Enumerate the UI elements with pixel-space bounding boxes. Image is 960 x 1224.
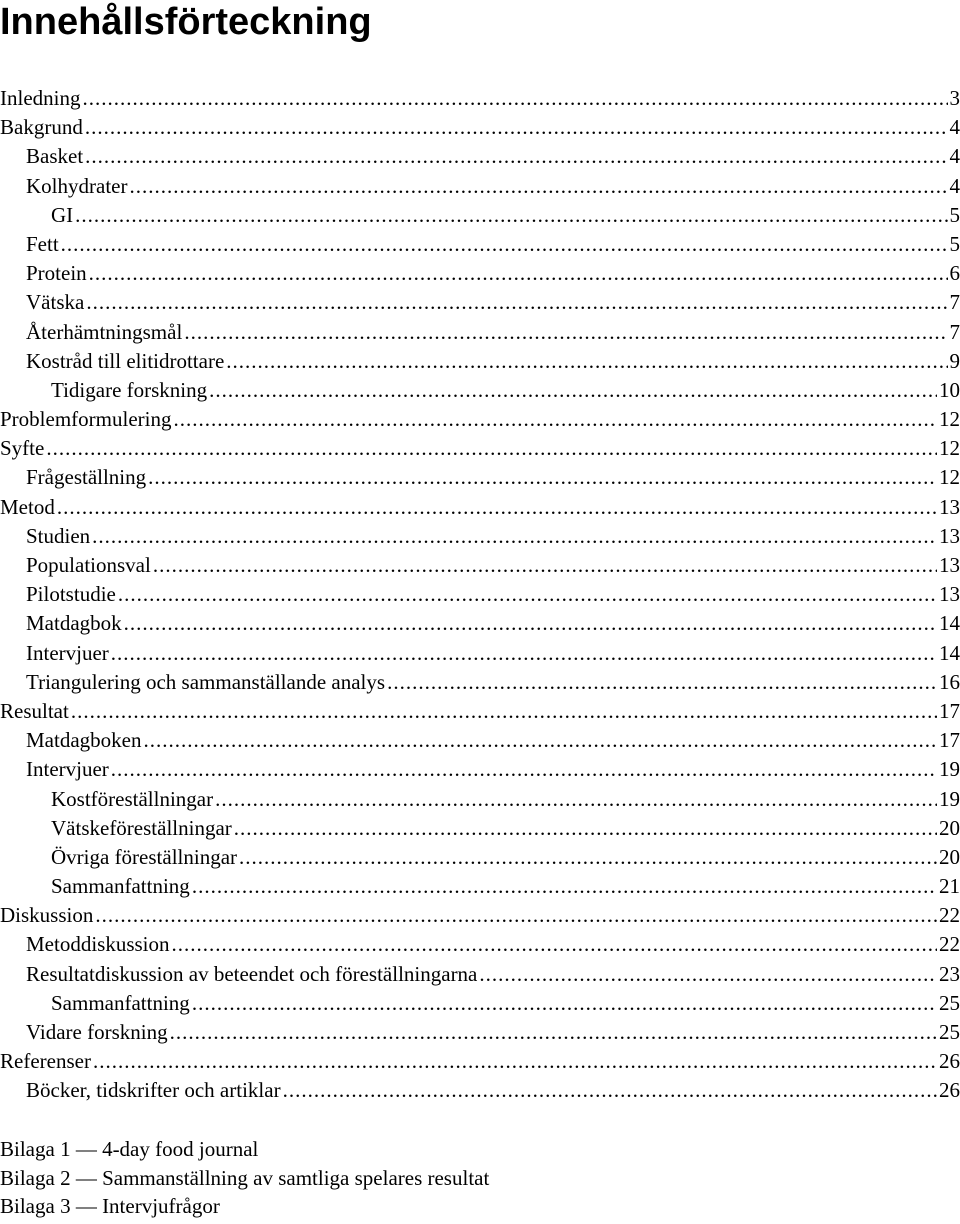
toc-entry-label: Metod (0, 494, 55, 519)
toc-entry-label: Resultat (0, 698, 69, 723)
toc-entry-page-number: 5 (949, 202, 960, 227)
toc-entry-label: Syfte (0, 436, 45, 461)
toc-entry-page-number: 20 (939, 844, 960, 869)
toc-entry-page-number: 7 (949, 319, 960, 344)
toc-entry-label: Frågeställning (26, 465, 147, 490)
toc-dot-leader (184, 318, 947, 347)
toc-dot-leader (153, 551, 937, 580)
toc-entry-page-number: 4 (949, 115, 960, 140)
appendix-item: Bilaga 3 — Intervjufrågor (0, 1194, 220, 1218)
toc-entry[interactable] (0, 1047, 960, 1076)
toc-entry-label: Intervjuer (26, 640, 109, 665)
toc-entry[interactable] (0, 142, 960, 171)
toc-entry-label: Inledning (0, 86, 81, 110)
toc-entry[interactable] (0, 463, 960, 492)
toc-entry-page-number: 17 (939, 698, 960, 723)
toc-entry-page-number: 12 (939, 436, 960, 461)
toc-entry[interactable] (0, 901, 960, 930)
toc-entry-page-number: 17 (939, 728, 960, 753)
toc-dot-leader (129, 172, 947, 201)
toc-dot-leader (173, 405, 937, 434)
toc-entry-label: Matdagboken (26, 728, 142, 753)
toc-entry[interactable] (0, 580, 960, 609)
page-title: Innehållsförteckning (0, 1, 372, 43)
toc-entry-label: Bakgrund (0, 115, 83, 140)
toc-entry-page-number: 22 (939, 903, 960, 928)
toc-entry[interactable] (0, 697, 960, 726)
toc-entry-label: Studien (26, 523, 91, 548)
toc-entry-label: Problemformulering (0, 407, 172, 432)
toc-entry-page-number: 4 (949, 144, 960, 169)
toc-entry-label: Kolhydrater (26, 173, 128, 198)
appendix-item: Bilaga 2 — Sammanställning av samtliga spelares resultat (0, 1165, 490, 1190)
toc-entry[interactable] (0, 755, 960, 784)
toc-entry-label: Sammanfattning (51, 874, 190, 899)
toc-dot-leader (192, 872, 937, 901)
toc-dot-leader (234, 814, 937, 843)
toc-entry[interactable] (0, 113, 960, 142)
toc-dot-leader (61, 230, 948, 259)
toc-entry[interactable] (0, 726, 960, 755)
toc-entry-page-number: 13 (939, 553, 960, 577)
toc-entry-label: Basket (26, 144, 84, 169)
toc-dot-leader (387, 668, 937, 697)
toc-entry-page-number: 5 (949, 231, 960, 256)
toc-entry-label: GI (51, 202, 74, 227)
toc-entry[interactable] (0, 960, 960, 989)
toc-entry[interactable] (0, 639, 960, 668)
toc-entry[interactable] (0, 668, 960, 697)
toc-dot-leader (148, 463, 937, 492)
toc-entry-label: Pilotstudie (26, 582, 116, 607)
toc-entry[interactable] (0, 785, 960, 814)
toc-entry-page-number: 14 (939, 640, 960, 665)
toc-entry[interactable] (0, 172, 960, 201)
toc-entry-page-number: 26 (939, 1049, 960, 1074)
toc-entry-label: Övriga föreställningar (51, 844, 238, 869)
toc-entry-page-number: 6 (949, 261, 960, 286)
toc-entry-label: Populationsval (26, 553, 151, 577)
toc-entry-page-number: 7 (949, 290, 960, 315)
toc-entry-page-number: 4 (949, 173, 960, 198)
toc-entry[interactable] (0, 259, 960, 288)
toc-entry[interactable] (0, 989, 960, 1018)
toc-entry[interactable] (0, 609, 960, 638)
appendix-list (0, 1135, 960, 1221)
toc-entry-label: Böcker, tidskrifter och artiklar (26, 1078, 281, 1103)
toc-entry-label: Fett (26, 231, 59, 256)
toc-entry-label: Protein (26, 261, 87, 286)
toc-entry-page-number: 12 (939, 465, 960, 490)
toc-entry[interactable] (0, 434, 960, 463)
toc-entry-label: Tidigare forskning (51, 377, 208, 402)
toc-dot-leader (215, 785, 937, 814)
toc-dot-leader (111, 755, 937, 784)
toc-entry-label: Triangulering och sammanställande analys (26, 669, 386, 694)
toc-entry[interactable] (0, 84, 960, 113)
toc-entry[interactable] (0, 814, 960, 843)
toc-dot-leader (93, 1047, 937, 1076)
toc-entry[interactable] (0, 288, 960, 317)
toc-dot-leader (89, 259, 948, 288)
toc-dot-leader (92, 522, 937, 551)
toc-dot-leader (85, 113, 948, 142)
toc-entry[interactable] (0, 376, 960, 405)
toc-entry-label: Matdagbok (26, 611, 122, 636)
toc-dot-leader (192, 989, 937, 1018)
toc-entry-label: Resultatdiskussion av beteendet och föreställningarna (26, 961, 478, 986)
toc-entry-label: Återhämtningsmål (26, 319, 183, 344)
toc-dot-leader (170, 1018, 937, 1047)
toc-entry-page-number: 10 (939, 377, 960, 402)
toc-entry-page-number: 12 (939, 407, 960, 432)
toc-entry-page-number: 19 (939, 786, 960, 811)
toc-entry-page-number: 13 (939, 523, 960, 548)
toc-dot-leader (209, 376, 937, 405)
toc-dot-leader (124, 609, 937, 638)
toc-entry[interactable] (0, 201, 960, 230)
toc-dot-leader (172, 930, 937, 959)
toc-dot-leader (86, 288, 947, 317)
toc-entry-page-number: 23 (939, 961, 960, 986)
toc-entry-page-number: 25 (939, 1020, 960, 1044)
toc-entry-label: Kostföreställningar (51, 786, 214, 811)
toc-dot-leader (143, 726, 937, 755)
toc-entry[interactable] (0, 551, 960, 580)
toc-entry[interactable] (0, 1018, 960, 1047)
toc-entry[interactable] (0, 930, 960, 959)
toc-entry-label: Kostråd till elitidrottare (26, 348, 225, 373)
table-of-contents (0, 84, 960, 1106)
toc-entry-page-number: 9 (949, 348, 960, 373)
toc-entry[interactable] (0, 405, 960, 434)
toc-entry-page-number: 19 (939, 757, 960, 782)
toc-entry[interactable] (0, 1076, 960, 1105)
toc-dot-leader (95, 901, 937, 930)
toc-dot-leader (71, 697, 937, 726)
toc-entry-page-number: 3 (949, 86, 960, 110)
toc-entry-page-number: 21 (939, 874, 960, 899)
toc-entry[interactable] (0, 872, 960, 901)
toc-entry-page-number: 25 (939, 990, 960, 1015)
toc-dot-leader (75, 201, 947, 230)
toc-dot-leader (226, 347, 947, 376)
toc-entry-label: Vätskeföreställningar (51, 815, 232, 840)
toc-entry[interactable] (0, 522, 960, 551)
toc-dot-leader (239, 843, 937, 872)
toc-dot-leader (283, 1076, 937, 1105)
toc-entry-label: Metoddiskussion (26, 932, 170, 957)
toc-dot-leader (82, 84, 947, 113)
toc-entry-page-number: 14 (939, 611, 960, 636)
toc-entry-page-number: 16 (939, 669, 960, 694)
toc-entry-page-number: 13 (939, 582, 960, 607)
toc-entry-label: Vidare forskning (26, 1020, 168, 1044)
toc-entry-label: Intervjuer (26, 757, 109, 782)
toc-dot-leader (85, 142, 947, 171)
toc-dot-leader (46, 434, 937, 463)
toc-entry-label: Referenser (0, 1049, 91, 1074)
toc-entry-page-number: 13 (939, 494, 960, 519)
toc-entry[interactable] (0, 493, 960, 522)
toc-entry[interactable] (0, 843, 960, 872)
toc-entry-label: Vätska (26, 290, 85, 315)
appendix-item: Bilaga 1 — 4-day food journal (0, 1137, 259, 1161)
toc-dot-leader (111, 639, 937, 668)
toc-dot-leader (479, 960, 937, 989)
toc-dot-leader (118, 580, 937, 609)
toc-entry-page-number: 20 (939, 815, 960, 840)
toc-entry-page-number: 22 (939, 932, 960, 957)
toc-dot-leader (57, 493, 937, 522)
toc-entry-label: Diskussion (0, 903, 94, 928)
toc-entry[interactable] (0, 230, 960, 259)
toc-entry[interactable] (0, 347, 960, 376)
toc-entry-label: Sammanfattning (51, 990, 190, 1015)
toc-entry-page-number: 26 (939, 1078, 960, 1103)
toc-entry[interactable] (0, 318, 960, 347)
